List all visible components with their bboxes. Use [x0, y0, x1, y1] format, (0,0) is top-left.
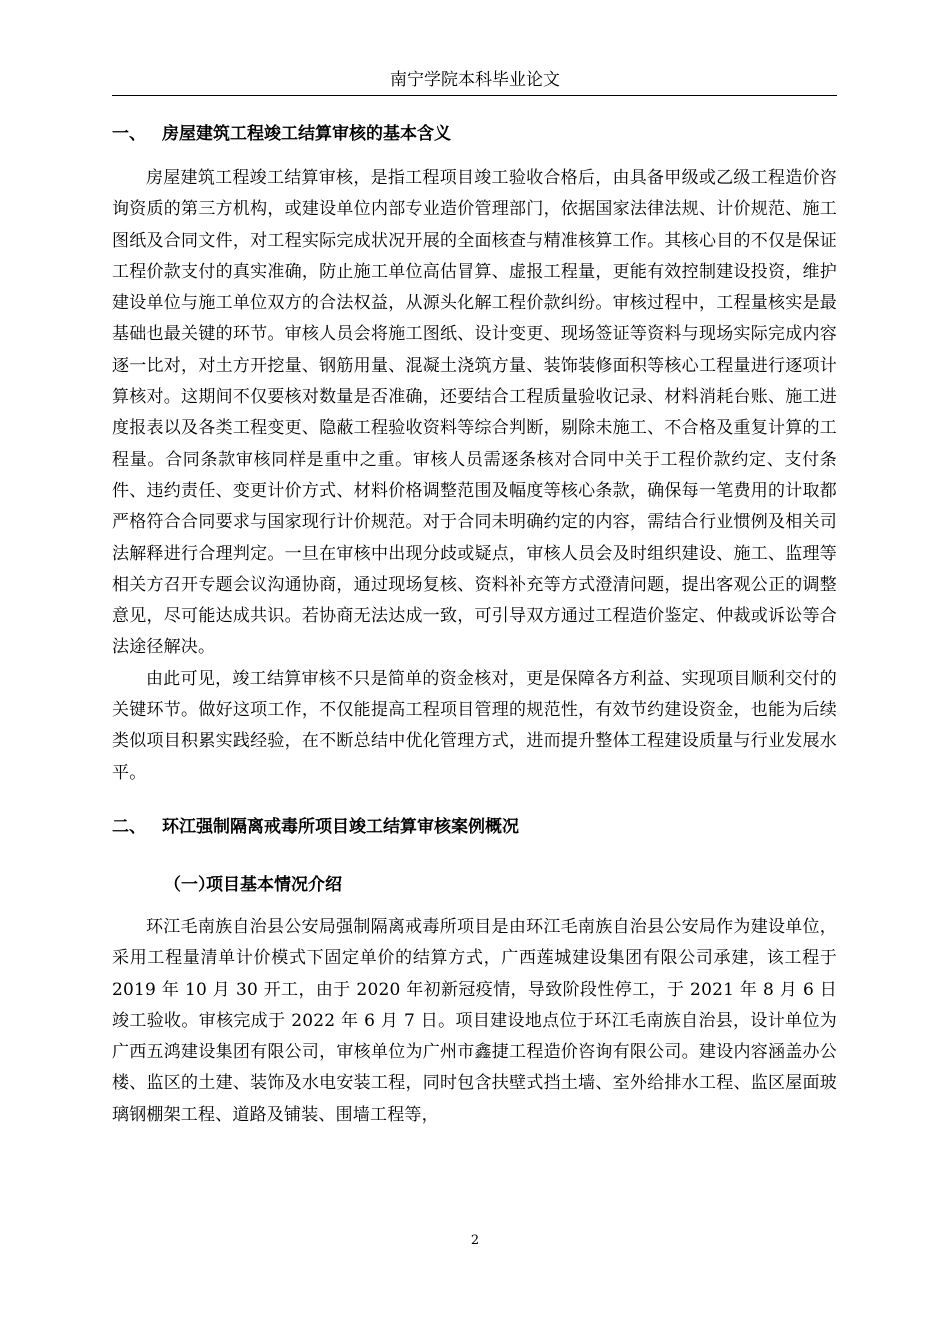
section-number: 二、: [112, 816, 146, 837]
section-heading-1: [112, 114, 837, 163]
subsection-heading: [112, 856, 837, 912]
subsection-title: 项目基本情况介绍: [206, 874, 342, 895]
page-number: 2: [470, 1233, 480, 1248]
section-number: 一、: [112, 124, 146, 144]
body-paragraph: 房屋建筑工程竣工结算审核，是指工程项目竣工验收合格后，由具备甲级或乙级工程造价咨询资质的第三方机构，或建设单位内部专业造价管理部门，依据国家法律法规、计价规范、施工图纸及合同文件，对工程实际完成状况开展的全面核查与精准核算工作。其核心目的不仅是保证工程价款支付的真实准确，防止施工单位高估冒算、虚报工程量，更能有效控制建设投资，维护建设单位与施工单位双方的合法权益，从源头化解工程价款纠纷。审核过程中，工程量核实是最基础也最关键的环节。审核人员会将施工图纸、设计变更、现场签证等资料与现场实际完成内容逐一比对，对土方开挖量、钢筋用量、混凝土浇筑方量、装饰装修面积等核心工程量进行逐项计算核对。这期间不仅要核对数量是否准确，还要结合工程质量验收记录、材料消耗台账、施工进度报表以及各类工程变更、隐蔽工程验收资料等综合判断，剔除未施工、不合格及重复计算的工程量。合同条款审核同样是重中之重。审核人员需逐条核对合同中关于工程价款约定、支付条件、违约责任、变更计价方式、材料价格调整范围及幅度等核心条款，确保每一笔费用的计取都严格符合合同要求与国家现行计价规范。对于合同未明确约定的内容，需结合行业惯例及相关司法解释进行合理判定。一旦在审核中出现分歧或疑点，审核人员会及时组织建设、施工、监理等相关方召开专题会议沟通协商，通过现场复核、资料补充等方式澄清问题，提出客观公正的调整意见，尽可能达成共识。若协商无法达成一致，可引导双方通过工程造价鉴定、仲裁或诉讼等合法途径解决。: [112, 168, 837, 658]
subsection-number: （一）: [164, 874, 215, 895]
section-title: 房屋建筑工程竣工结算审核的基本含义: [162, 124, 451, 144]
page-body: [112, 114, 837, 1131]
body-paragraph: 环江毛南族自治县公安局强制隔离戒毒所项目是由环江毛南族自治县公安局作为建设单位，采用工程量清单计价模式下固定单价的结算方式，广西莲城建设集团有限公司承建，该工程于 2019 年 10 月 30 开工，由于 2020 年初新冠疫情，导致阶段性停工，于 2021 年 8 月 6 日竣工验收。审核完成于 2022 年 6 月 7 日。项目建设地点位于环江毛南族自治县，设计单位为广西五鸿建设集团有限公司，审核单位为广州市鑫捷工程造价咨询有限公司。建设内容涵盖办公楼、监区的土建、装饰及水电安装工程，同时包含扶壁式挡土墙、室外给排水工程、监区屋面玻璃钢棚架工程、道路及铺装、围墙工程等，: [112, 916, 837, 1125]
section-title: 环江强制隔离戒毒所项目竣工结算审核案例概况: [162, 816, 519, 837]
body-paragraph: 由此可见，竣工结算审核不只是简单的资金核对，更是保障各方利益、实现项目顺利交付的关键环节。做好这项工作，不仅能提高工程项目管理的规范性，有效节约建设资金，也能为后续类似项目积累实践经验，在不断总结中优化管理方式，进而提升整体工程建设质量与行业发展水平。: [112, 668, 837, 783]
section-heading-2: [112, 807, 837, 856]
running-header-title: 南宁学院本科毕业论文: [390, 70, 560, 90]
header-divider: [112, 95, 837, 96]
